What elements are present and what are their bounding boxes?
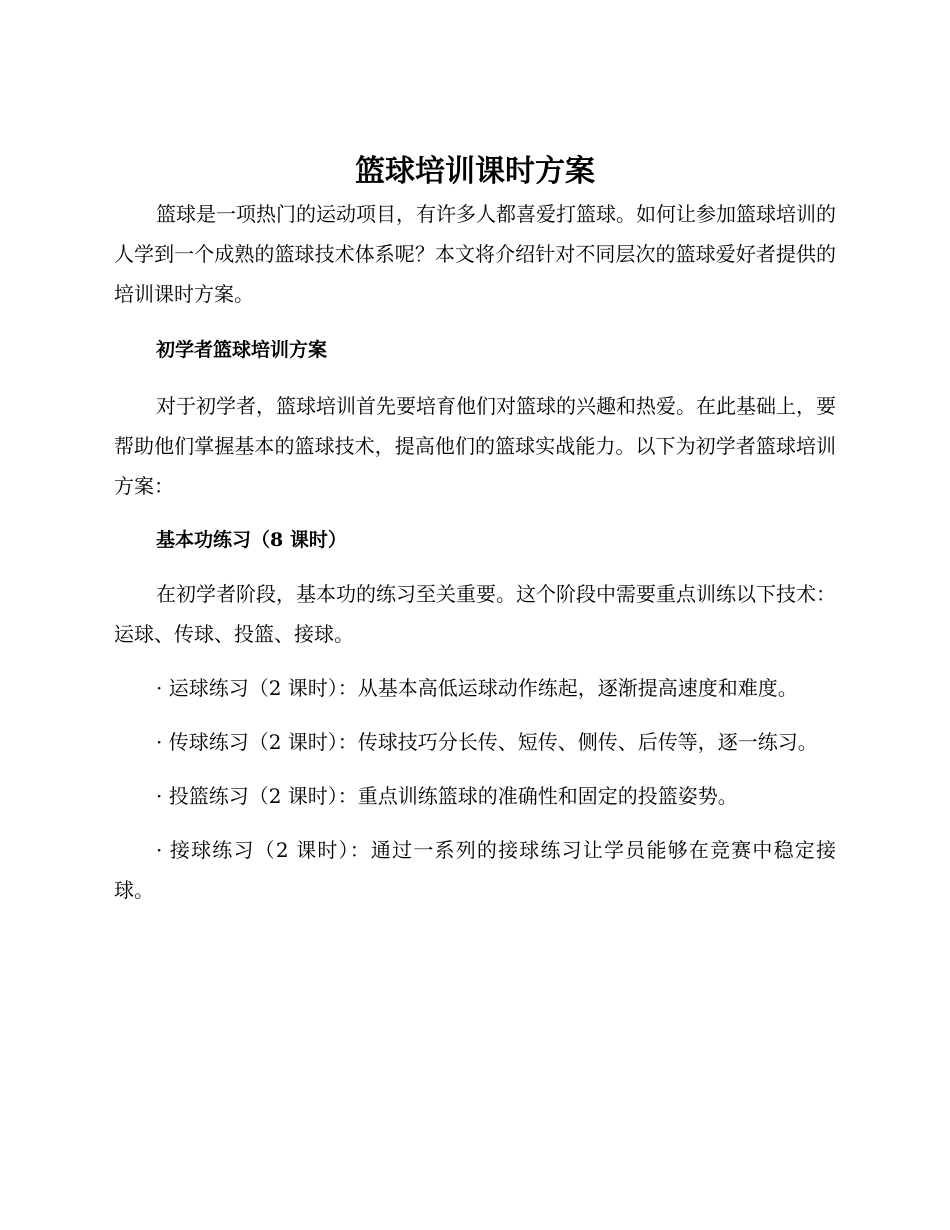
beginner-paragraph: 对于初学者，篮球培训首先要培育他们对篮球的兴趣和热爱。在此基础上，要帮助他们掌握基本的篮球技术，提高他们的篮球实战能力。以下为初学者篮球培训方案： bbox=[114, 394, 836, 498]
list-item-shooting: · 投篮练习（2 课时）：重点训练篮球的准确性和固定的投篮姿势。 bbox=[156, 784, 738, 808]
document-body bbox=[114, 150, 836, 910]
section-heading-beginner: 初学者篮球培训方案 bbox=[156, 339, 328, 361]
basics-paragraph: 在初学者阶段，基本功的练习至关重要。这个阶段中需要重点训练以下技术：运球、传球、投篮、接球。 bbox=[114, 582, 836, 646]
list-item-catching: · 接球练习（2 课时）：通过一系列的接球练习让学员能够在竞赛中稳定接球。 bbox=[114, 838, 836, 902]
intro-paragraph: 篮球是一项热门的运动项目，有许多人都喜爱打篮球。如何让参加篮球培训的人学到一个成熟的篮球技术体系呢？本文将介绍针对不同层次的篮球爱好者提供的培训课时方案。 bbox=[114, 202, 836, 306]
document-title: 篮球培训课时方案 bbox=[355, 154, 595, 189]
subsection-heading-basics: 基本功练习（8 课时） bbox=[156, 529, 347, 551]
list-item-passing: · 传球练习（2 课时）：传球技巧分长传、短传、侧传、后传等，逐一练习。 bbox=[156, 730, 818, 754]
list-item-dribbling: · 运球练习（2 课时）：从基本高低运球动作练起，逐渐提高速度和难度。 bbox=[156, 676, 798, 700]
